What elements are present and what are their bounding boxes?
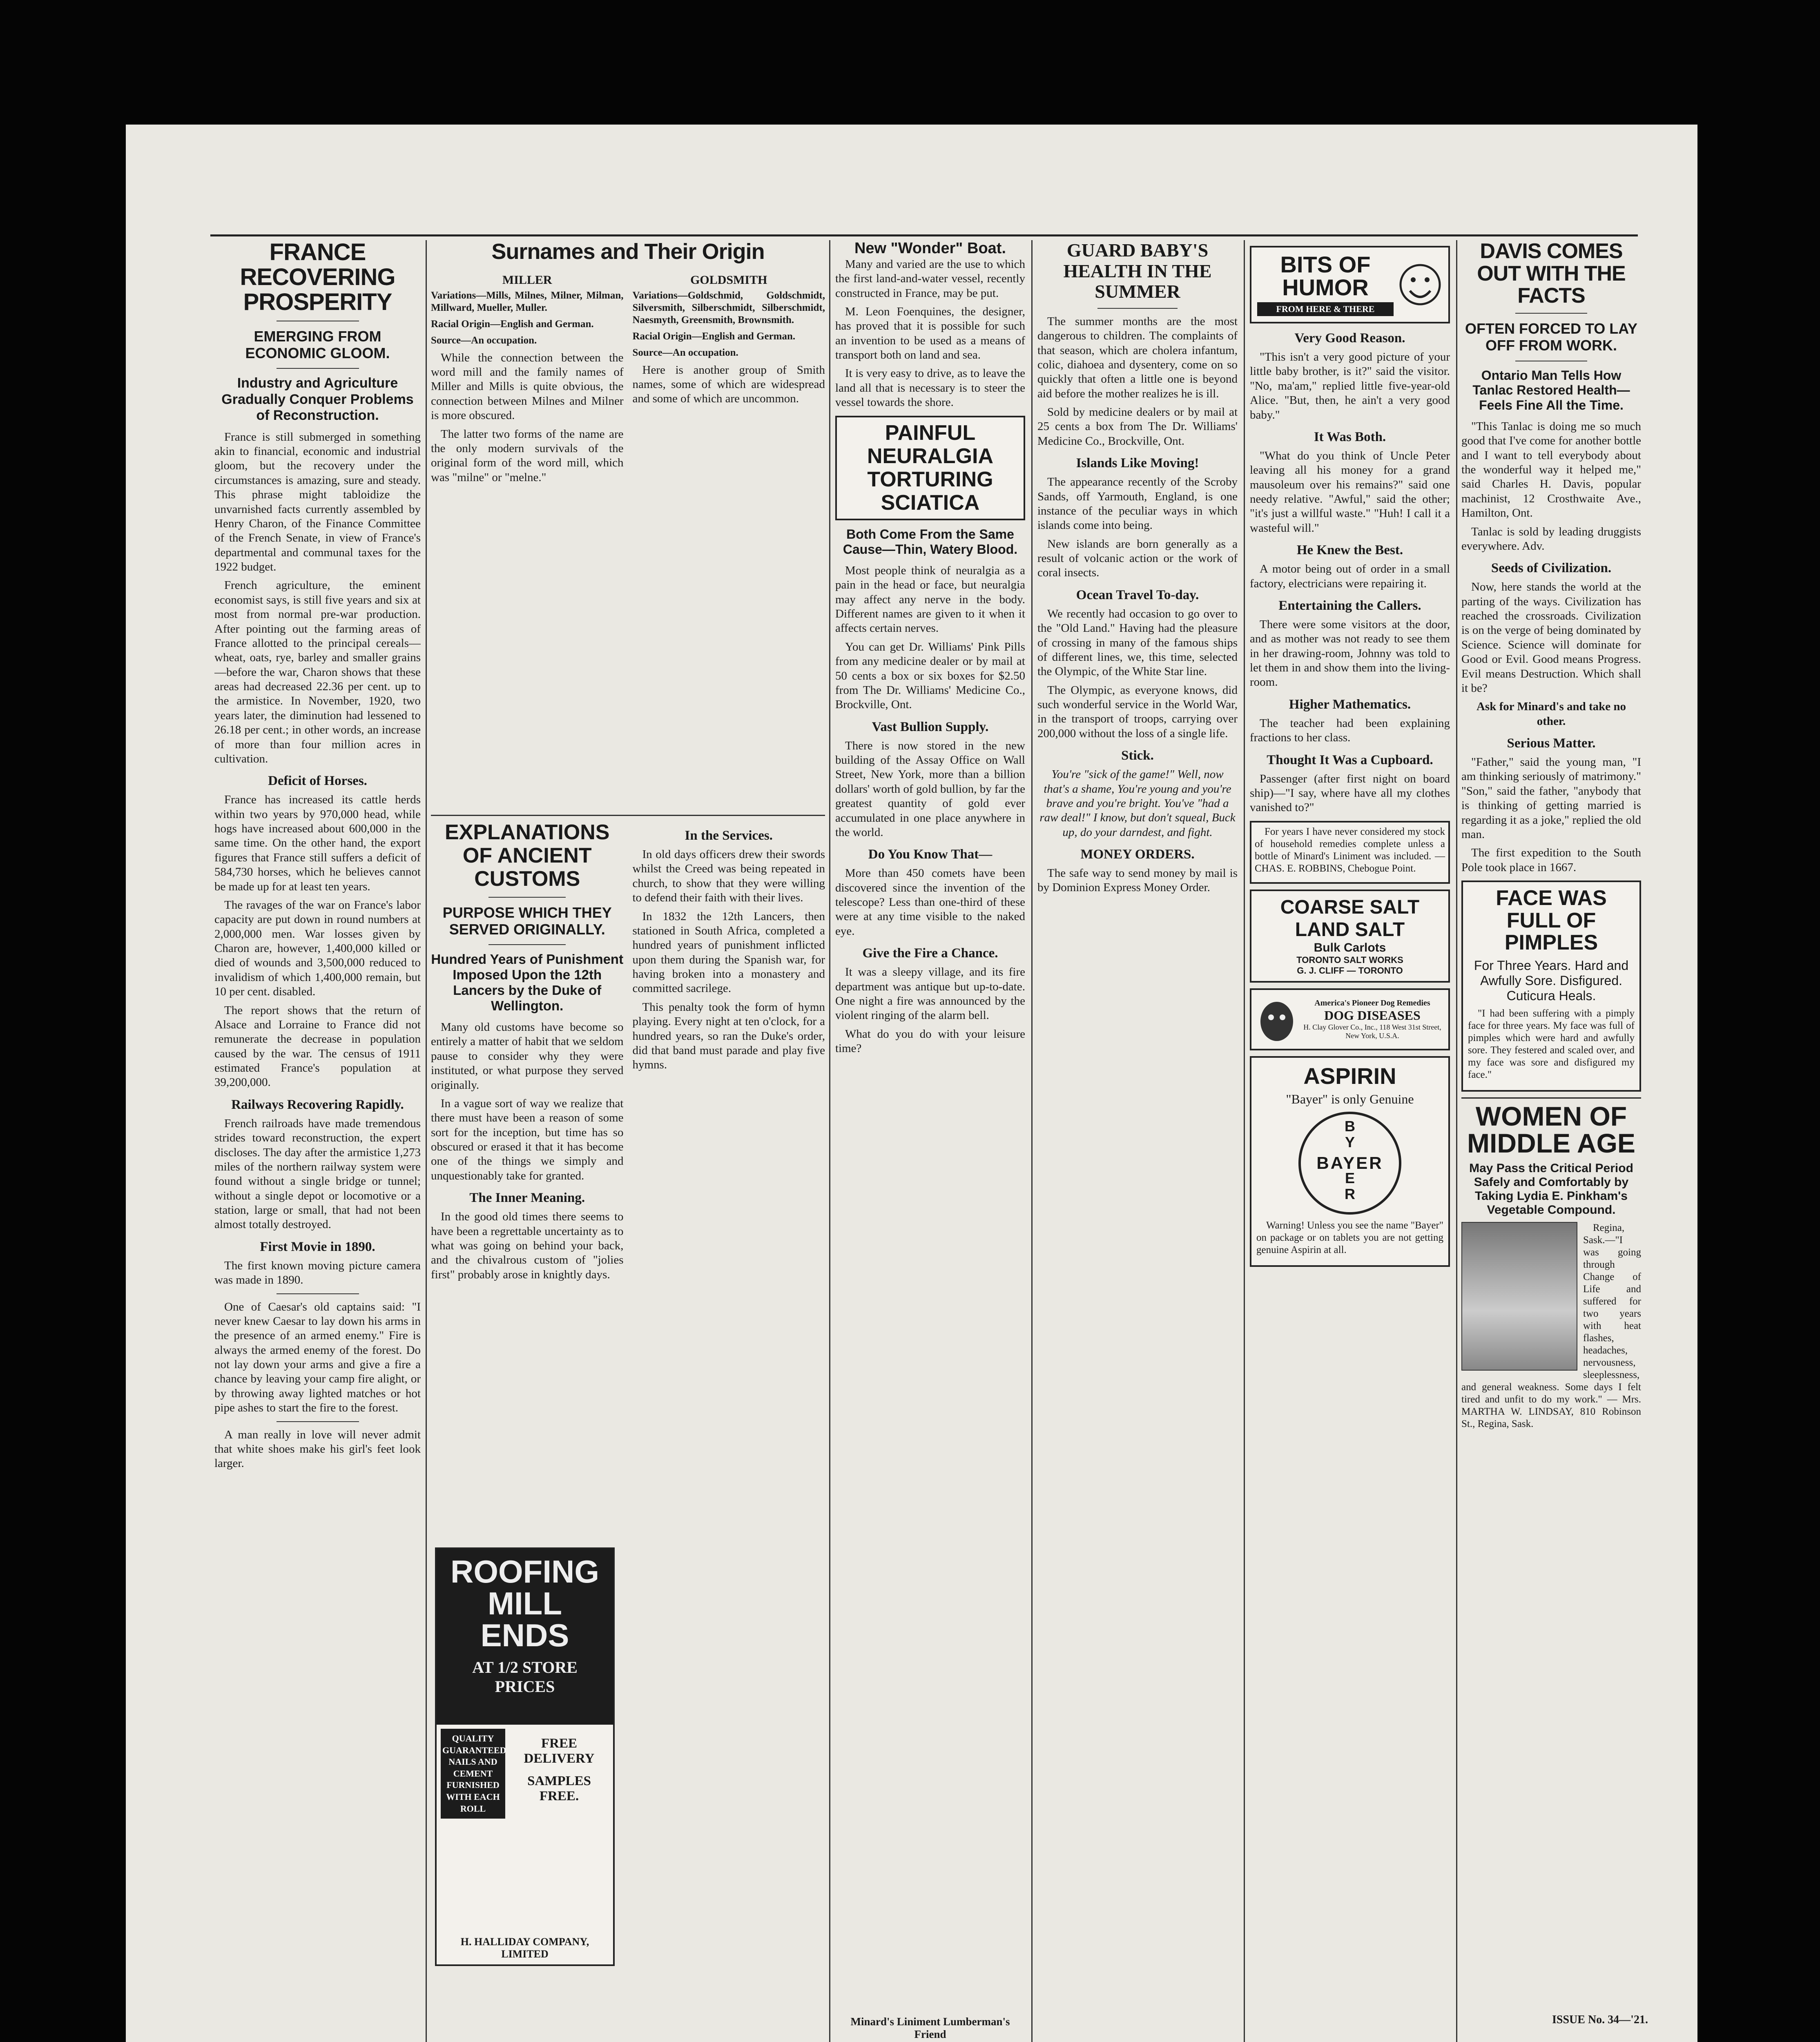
bayer-cross-icon [1298, 1112, 1401, 1215]
divider [488, 944, 566, 945]
subhead-movie: First Movie in 1890. [260, 1239, 375, 1254]
joke-text: "What do you think of Uncle Peter leaving all his money for a grand mausoleum over his remains?" said one needy relative. "Awful," said the other; "it's just a willful waste." "Huh! I call it a wasteful will." [1250, 449, 1450, 535]
paragraph: The Olympic, as everyone knows, did such wonderful service in the World War, in the transport of troops, carrying over 200,000 without the loss of a single life. [1037, 683, 1238, 740]
bits-of-humor-banner [1250, 246, 1450, 323]
joke-text: A motor being out of order in a small factory, electricians were repairing it. [1250, 562, 1450, 590]
divider [488, 897, 566, 898]
bayer-letter: E [1345, 1169, 1355, 1186]
testimonial-text: For years I have never considered my stock of household remedies complete unless a bottle of Minard's Liniment was included. — CHAS. E. ROBBINS, Chebogue Point. [1255, 826, 1445, 874]
paragraph: Tanlac is sold by leading druggists everywhere. Adv. [1461, 525, 1641, 553]
cuticura-ad [1461, 881, 1641, 1092]
paragraph: You can get Dr. Williams' Pink Pills from any medicine dealer or by mail at 50 cents a box or six boxes for $2.50 from The Dr. Williams' Medicine Co., Brockville, Ont. [835, 640, 1025, 711]
neuralgia-headline-box [835, 416, 1025, 521]
paragraph: In a vague sort of way we realize that there must have been a reason of some sort for the inception, but time has so obscured or erased it that it has become one of the things we simply and unquestionably take for granted. [431, 1097, 624, 1182]
joke-heading: Entertaining the Callers. [1278, 598, 1421, 613]
cuticura-subhead: For Three Years. Hard and Awfully Sore. Disfigured. Cuticura Heals. [1474, 958, 1629, 1003]
salt-line: LAND SALT [1295, 918, 1405, 941]
joke-text: The teacher had been explaining fractions to her class. [1250, 716, 1450, 745]
column-rule [1244, 240, 1245, 2042]
paragraph: What do you do with your leisure time? [835, 1027, 1025, 1055]
racial-origin: Racial Origin—English and German. [632, 330, 796, 342]
subhead-money-orders: MONEY ORDERS. [1080, 847, 1195, 862]
headline-baby-health: GUARD BABY'S HEALTH IN THE SUMMER [1063, 240, 1212, 302]
salt-ad [1250, 889, 1450, 983]
subhead-stick: Stick. [1121, 748, 1154, 763]
minards-testimonial [1250, 821, 1450, 884]
divider [277, 1293, 359, 1294]
paragraph: It is very easy to drive, as to leave the land all that is necessary is to steer the vessel towards the shore. [835, 367, 1025, 409]
subhead-seeds: Seeds of Civilization. [1491, 561, 1612, 576]
deck-customs: PURPOSE WHICH THEY SERVED ORIGINALLY. [442, 904, 612, 938]
cuticura-text: "I had been suffering with a pimply face for three years. My face was full of pimples which were hard and awfully sore. They festered and scaled over, and my face was sore and disfigured my face." [1468, 1008, 1635, 1080]
paragraph: France is still submerged in something akin to financial, economic and industrial gloom, but the recovery under the circumstances is amazing, sure and steady. This phrase might tabloidize the unvarnished facts currently assembled by Henry Charon, of the Finance Committee of the French Senate, in view of France's departmental and communal taxes for the 1922 budget. [214, 430, 421, 574]
paragraph: It was a sleepy village, and its fire department was antique but up-to-date. One night a fire was announced by the violent ringing of the alarm bell. [835, 965, 1025, 1022]
column-rule [1031, 240, 1033, 2042]
subhead-serious: Serious Matter. [1507, 736, 1596, 751]
subhead-services: In the Services. [685, 828, 773, 843]
divider [277, 1421, 359, 1422]
bits-subtitle: FROM HERE & THERE [1257, 302, 1394, 316]
bayer-letter: Y [1345, 1134, 1355, 1151]
roofing-company: H. HALLIDAY COMPANY, LIMITED [460, 1936, 589, 1960]
subdeck-customs: Hundred Years of Punishment Imposed Upon the 12th Lancers by the Duke of Wellington. [431, 952, 624, 1014]
pinkham-ad [1461, 1097, 1641, 1217]
joke-heading: He Knew the Best. [1296, 543, 1403, 558]
divider [277, 368, 359, 369]
racial-origin: Racial Origin—English and German. [431, 318, 594, 330]
variations: Variations—Mills, Milnes, Milner, Milman, Millward, Mueller, Muller. [431, 290, 624, 313]
subhead-railways: Railways Recovering Rapidly. [231, 1097, 404, 1112]
column-2 [431, 240, 825, 812]
paragraph: The appearance recently of the Scroby Sands, off Yarmouth, England, is one instance of the peculiar ways in which islands come into being. [1037, 475, 1238, 532]
paragraph: M. Leon Foenquines, the designer, has proved that it is possible for such an invention to be used as a means of transport both on land and sea. [835, 305, 1025, 362]
portrait-photo [1461, 1222, 1577, 1371]
bayer-spacer [1343, 1150, 1356, 1170]
paragraph: New islands are born generally as a result of volcanic action or the work of coral insects. [1037, 537, 1238, 580]
subdeck-france: Industry and Agriculture Gradually Conquer Problems of Reconstruction. [221, 375, 414, 423]
paragraph: There is now stored in the new building of the Assay Office on Wall Street, New York, more than a billion dollars' worth of gold bullion, by far the greatest quantity of gold ever accumulated in one place anywhere in the world. [835, 739, 1025, 839]
headline-neuralgia: PAINFUL NEURALGIA TORTURING SCIATICA [867, 421, 994, 515]
samples-free: SAMPLES FREE. [527, 1774, 591, 1803]
joke-heading: Higher Mathematics. [1289, 697, 1411, 712]
paragraph: French railroads have made tremendous strides toward reconstruction, the expert discloses. The day after the armistice 1,273 miles of the northern railway system were found without a single bridge or tunnel; without a single depot or locomotive or a station, large or small, that had not been almost totally destroyed. [214, 1117, 421, 1231]
column-5 [1250, 240, 1450, 2042]
paragraph: Many and varied are the use to which the first land-and-water vessel, recently constructed in France, may be put. [835, 257, 1025, 300]
paragraph: Many old customs have become so entirely a matter of habit that we seldom pause to consider why they were instituted, or what purpose they served originally. [431, 1021, 624, 1092]
salt-line: Bulk Carlots [1314, 941, 1386, 954]
paragraph: Most people think of neuralgia as a pain in the head or face, but neuralgia may affect any nerve in the body. Different names are given to it when it affects certain nerves. [835, 564, 1025, 635]
roofing-banner [437, 1549, 613, 1725]
bits-title: BITS OF HUMOR [1280, 252, 1371, 300]
divider [1097, 308, 1178, 309]
aspirin-text: Warning! Unless you see the name "Bayer" on package or on tablets you are not getting genuine Aspirin at all. [1256, 1219, 1443, 1255]
paragraph: A man really in love will never admit that white shoes make his girl's feet look larger. [214, 1428, 421, 1470]
joke-heading: It Was Both. [1314, 429, 1386, 444]
paragraph: This penalty took the form of hymn playing. Every night at ten o'clock, for a hundred years, so ran the Duke's order, did that band must parade and play five hymns. [632, 1000, 825, 1072]
roofing-price: AT 1/2 STORE PRICES [472, 1658, 578, 1696]
paragraph: The ravages of the war on France's labor capacity are put down in round numbers at 2,000,000 men. War losses given by Charon are, however, 1,400,000 killed or died of wounds and 3,500,000 reduced to invalidism of which 1,400,000 remain, but 10 per cent. disabled. [214, 898, 421, 999]
paragraph: The latter two forms of the name are the only modern survivals of the original form of the word mill, which was "milne" or "melne." [431, 427, 624, 484]
divider [1515, 313, 1587, 314]
poem-stick: You're "sick of the game!" Well, now that's a shame, You're young and you're brave and you're bright. You've "had a raw deal!" I know, but don't squeal, Buck up, do your darndest, and fight. [1039, 768, 1236, 839]
free-delivery: FREE DELIVERY [524, 1736, 595, 1766]
joke-heading: Very Good Reason. [1294, 331, 1405, 346]
dog-remedies-ad [1250, 988, 1450, 1050]
subhead-bullion: Vast Bullion Supply. [872, 719, 989, 734]
minards-footer: Minard's Liniment Lumberman's Friend [850, 2015, 1010, 2040]
deck-france: EMERGING FROM ECONOMIC GLOOM. [245, 328, 390, 362]
paragraph: "Father," said the young man, "I am thinking seriously of matrimony." "Son," said the father, "anybody that is thinking of getting married is regarding it as a joke," replied the old man. [1461, 756, 1641, 841]
dog-line: H. Clay Glover Co., Inc., 118 West 31st Street, New York, U.S.A. [1303, 1023, 1441, 1040]
paragraph: More than 450 comets have been discovered since the invention of the telescope? Less than one-third of these were at any time visible to the naked eye. [835, 867, 1025, 938]
paragraph: In 1832 the 12th Lancers, then stationed in South Africa, completed a hundred years of punishment inflicted upon them during the Spanish war, for having broken into a monastery and committed sacrilege. [632, 910, 825, 995]
salt-line: TORONTO SALT WORKS [1296, 954, 1403, 965]
salt-line: COARSE SALT [1280, 896, 1420, 918]
paragraph: The first expedition to the South Pole took place in 1667. [1461, 846, 1641, 874]
source: Source—An occupation. [632, 347, 738, 358]
customs-article [431, 821, 825, 1548]
paragraph: We recently had occasion to go over to the "Old Land." Having had the pleasure of crossing in many of the famous ships of different lines, we, this time, selected the Olympic, of the White Star line. [1037, 607, 1238, 678]
roofing-nails-badge: QUALITY GUARANTEED NAILS AND CEMENT FURNISHED WITH EACH ROLL [441, 1729, 505, 1819]
issue-number: ISSUE No. 34—'21. [1552, 2013, 1648, 2026]
dog-head-icon [1256, 995, 1297, 1044]
roofing-ad [435, 1547, 615, 1966]
subhead-fire: Give the Fire a Chance. [862, 946, 998, 961]
paragraph: French agriculture, the eminent economist says, is still five years and six at most from normal pre-war production. After pointing out the farming areas of France allotted to the principal cereals—wheat, oats, rye, barley and smaller grains—before the war, Charon shows that these areas had decreased 22.36 per cent. up to the armistice. In November, 1920, two years later, the diminution had lessened to 26.18 per cent.; in other words, an increase of more than four million acres in cultivation. [214, 579, 421, 765]
bayer-letter: R [1345, 1186, 1355, 1203]
joke-text: "This isn't a very good picture of your little baby brother, is it?" said the visitor. "No, ma'am," replied little five-year-old Alice. "But, then, he ain't a very good baby." [1250, 350, 1450, 421]
deck-neuralgia: Both Come From the Same Cause—Thin, Watery Blood. [843, 527, 1018, 557]
roofing-headline: ROOFING MILL ENDS [451, 1554, 599, 1653]
column-4 [1037, 240, 1238, 2042]
subhead-do-you-know: Do You Know That— [868, 847, 993, 862]
column-3 [835, 240, 1025, 2042]
women-text: Regina, Sask.—"I was going through Change of Life and suffered for two years with heat flashes, headaches, nervousness, sleeplessness, and general weakness. Some days I felt tired and unfit to do my work." — Mrs. MARTHA W. LINDSAY, 810 Robinson St., Regina, Sask. [1461, 1222, 1641, 1429]
bayer-horizontal: BAYER [1316, 1153, 1383, 1173]
subdeck-davis: Ontario Man Tells How Tanlac Restored Health—Feels Fine All the Time. [1472, 368, 1630, 413]
column-rule [829, 240, 830, 2042]
deck-davis: OFTEN FORCED TO LAY OFF FROM WORK. [1465, 320, 1638, 354]
subhead-islands: Islands Like Moving! [1076, 456, 1199, 471]
aspirin-subtitle: "Bayer" is only Genuine [1286, 1091, 1414, 1106]
headline-davis: DAVIS COMES OUT WITH THE FACTS [1477, 240, 1626, 308]
subhead-ocean: Ocean Travel To-day. [1076, 587, 1199, 602]
divider [431, 815, 825, 816]
dog-line: America's Pioneer Dog Remedies [1314, 998, 1430, 1008]
salt-line: G. J. CLIFF — TORONTO [1297, 965, 1403, 976]
source: Source—An occupation. [431, 334, 537, 346]
column-rule [426, 240, 427, 2042]
aspirin-ad [1250, 1056, 1450, 1267]
paragraph: Now, here stands the world at the parting of the ways. Civilization has reached the crossroads. Civilization is on the verge of being dominated by Science. Science will dominate for Good or Evil. Good means Progress. Evil means Destruction. Which shall it be? [1461, 580, 1641, 695]
surname-miller: MILLER [502, 273, 552, 287]
bayer-vertical [1343, 1118, 1356, 1202]
paragraph: Here is another group of Smith names, some of which are widespread and some of which are uncommon. [632, 363, 825, 406]
headline-customs: EXPLANATIONS OF ANCIENT CUSTOMS [444, 821, 610, 891]
column-1 [214, 240, 421, 2042]
laughing-face-icon [1398, 256, 1443, 313]
aspirin-title: ASPIRIN [1303, 1063, 1396, 1089]
variations: Variations—Goldschmid, Goldschmidt, Silversmith, Silberschmidt, Silberschmidt, Naesmyth, Greensmith, Brownsmith. [632, 290, 825, 325]
column-rule [1456, 240, 1457, 2042]
paragraph: While the connection between the word mill and the family names of Miller and Mills is quite obvious, the connection between Milnes and Milner is more obscured. [431, 351, 624, 422]
joke-heading: Thought It Was a Cupboard. [1267, 752, 1433, 767]
subhead-horses: Deficit of Horses. [268, 774, 367, 789]
paragraph: Sold by medicine dealers or by mail at 25 cents a box from The Dr. Williams' Medicine Co., Brockville, Ont. [1037, 406, 1238, 448]
paragraph: The report shows that the return of Alsace and Lorraine to France did not remunerate the decrease in population caused by the war. The census of 1911 estimated France's population at 39,200,000. [214, 1003, 421, 1089]
paragraph: "This Tanlac is doing me so much good that I've come for another bottle and I want to tell everybody about the wonderful way it helped me," said Charles H. Davis, popular machinist, 12 Crosthwaite Ave., Hamilton, Ont. [1461, 419, 1641, 520]
paragraph: The summer months are the most dangerous to children. The complaints of that season, which are cholera infantum, colic, diahoea and dysentery, come on so quickly that often a little one is beyond aid before the mother realizes he is ill. [1037, 314, 1238, 400]
column-6 [1461, 240, 1641, 2042]
cuticura-headline: FACE WAS FULL OF PIMPLES [1496, 886, 1607, 955]
headline-france: FRANCE RECOVERING PROSPERITY [240, 240, 395, 315]
header-rule [210, 234, 1638, 236]
headline-surnames: Surnames and Their Origin [491, 240, 765, 264]
paragraph: One of Caesar's old captains said: "I never knew Caesar to lay down his arms in the presence of an armed enemy." Fire is always the armed enemy of the forest. Do not lay down your arms and give a fire a chance by leaving your camp fire alight, or by throwing away lighted matches or hot pipe ashes to start the fire to the forest. [214, 1300, 421, 1415]
subhead-inner: The Inner Meaning. [469, 1190, 585, 1206]
joke-text: Passenger (after first night on board ship)—"I say, where have all my clothes vanished to?" [1250, 772, 1450, 814]
ask-for-minards: Ask for Minard's and take no other. [1476, 700, 1626, 728]
paragraph: The first known moving picture camera was made in 1890. [214, 1259, 421, 1287]
surname-goldsmith: GOLDSMITH [690, 273, 767, 287]
dog-line: DOG DISEASES [1324, 1008, 1421, 1023]
women-subhead: May Pass the Critical Period Safely and Comfortably by Taking Lydia E. Pinkham's Vegetable Compound. [1469, 1161, 1633, 1217]
women-line2: MIDDLE AGE [1467, 1128, 1635, 1158]
joke-text: There were some visitors at the door, and as mother was not ready to see them in her drawing-room, Johnny was told to let them in and show them into the living-room. [1250, 618, 1450, 689]
paragraph: The safe way to send money by mail is by Dominion Express Money Order. [1037, 867, 1238, 894]
paragraph: In the good old times there seems to have been a regrettable uncertainty as to what was going on behind your back, and the chivalrous custom of "jolies first" probably arose in knightly days. [431, 1210, 624, 1281]
paragraph: In old days officers drew their swords whilst the Creed was being repeated in church, to show that they were willing to defend their faith with their lives. [632, 848, 825, 905]
bayer-letter: B [1345, 1117, 1355, 1135]
paragraph: France has increased its cattle herds within two years by 970,000 head, while hogs have increased about 600,000 in the same time. On the other hand, the export figures that France still suffers a deficit of 584,730 horses, which he believes cannot be made up for at least ten years. [214, 793, 421, 893]
headline-wonder-boat: New "Wonder" Boat. [854, 240, 1006, 257]
women-line1: WOMEN OF [1475, 1101, 1627, 1131]
